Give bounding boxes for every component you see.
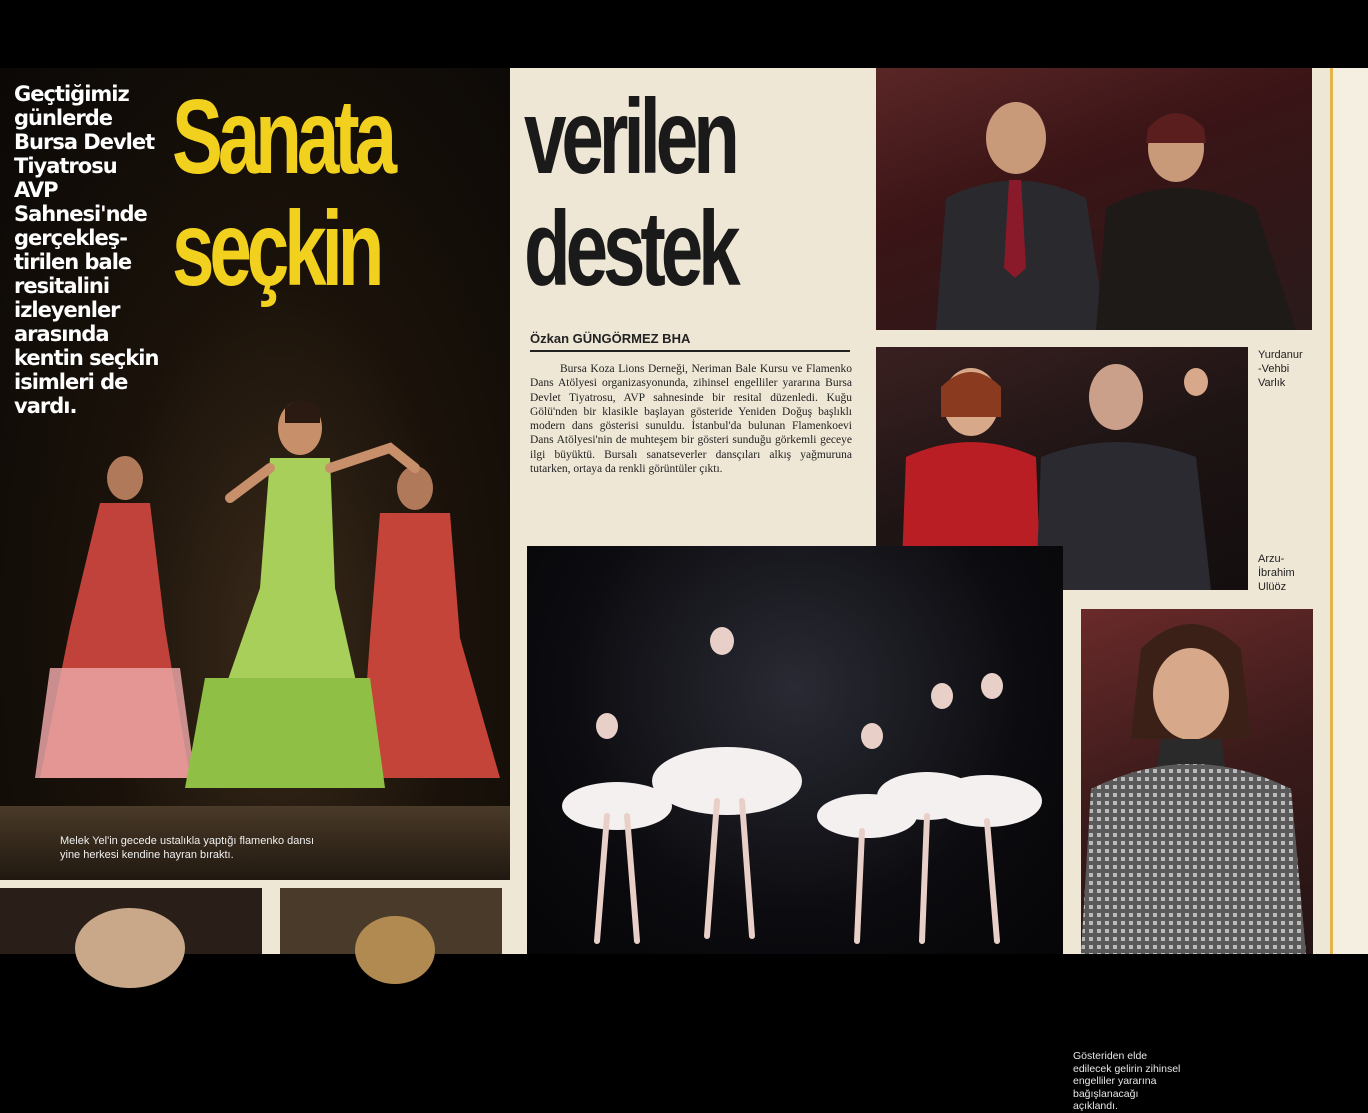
flamenco-caption-line-2: yine herkesi kendine hayran bıraktı. (60, 849, 234, 861)
partial-photo-illustration-2 (280, 888, 502, 954)
ballet-photo (527, 546, 1181, 1112)
audience-couple-photo-1 (876, 68, 1312, 330)
page-edge-strip (1330, 68, 1368, 954)
intro-text: Geçtiğimiz günlerde Bursa Devlet Tiyatrosu AVP Sahnesi'nde gerçekleş-tirilen bale resitalini izleyenler arasında kentin seçkin isimleri de vardı. (14, 82, 159, 418)
headline-word-verilen: verilen (524, 78, 735, 196)
article-body: Bursa Koza Lions Derneği, Neriman Bale Kursu ve Flamenko Dans Atölyesi organizasyonunda, zihinsel engelliler yararına Bursa Devlet Tiyatrosu, AVP sahnesinde bir resital düzenledi. Kuğu Gölü'nden bir klasikle başlayan gösteride Yeniden Doğuş başlıklı modern dans gösterisi sunuldu. İstanbul'da bulunan Flamenkoevi Dans Atölyesi'nin de muhteşem bir gösteri sunduğu görkemli geceye ilgi büyüktü. Bursalı sanatseverler dansçıları alkış yağmuruna tutarken, ortaya da renkli görüntüler çıktı. (530, 363, 852, 476)
headline-word-seckin: seçkin (172, 190, 380, 308)
flamenco-dancers-illustration (30, 338, 510, 808)
byline: Özkan GÜNGÖRMEZ BHA (530, 331, 850, 352)
ballet-dancers-illustration (527, 546, 1063, 954)
caption-couple-2-line-2: İbrahim (1258, 567, 1295, 579)
caption-couple-2 (1258, 552, 1295, 594)
headline-word-sanata: Sanata (172, 78, 393, 196)
newspaper-page (0, 68, 1365, 1112)
caption-couple-1-line-3: Varlık (1258, 377, 1286, 389)
caption-couple-2-line-1: Arzu- (1258, 553, 1285, 565)
caption-couple-1-line-2: -Vehbi (1258, 363, 1290, 375)
ballet-caption: Gösteriden elde edilecek gelirin zihinsel engelliler yararına bağışlanacağı açıklandı. (1073, 1050, 1181, 1112)
partial-photo-bottom-left-1 (0, 888, 262, 954)
caption-couple-2-line-3: Ulüöz (1258, 581, 1287, 593)
audience-photo-illustration (876, 68, 1312, 330)
audience-woman-photo (1081, 609, 1313, 954)
flamenco-photo-panel (0, 68, 510, 880)
partial-photo-bottom-left-2 (280, 888, 502, 954)
caption-couple-1-line-1: Yurdanur (1258, 349, 1303, 361)
partial-photo-illustration-1 (0, 888, 262, 954)
caption-couple-1 (1258, 348, 1303, 390)
flamenco-caption (60, 834, 380, 862)
woman-illustration (1081, 609, 1313, 954)
flamenco-caption-line-1: Melek Yel'in gecede ustalıkla yaptığı flamenko dansı (60, 835, 315, 847)
headline-word-destek: destek (524, 190, 736, 308)
